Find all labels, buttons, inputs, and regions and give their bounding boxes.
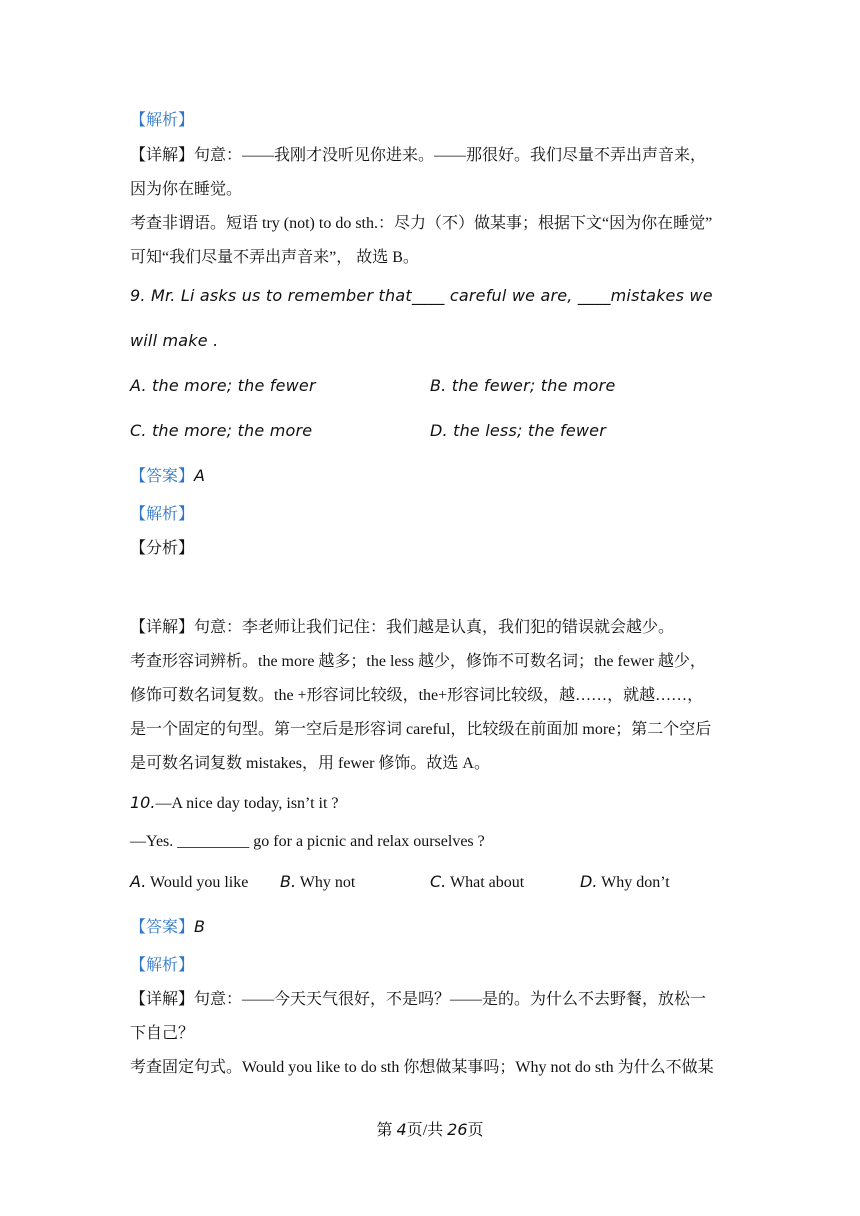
- analysis-tag: 【解析】: [130, 506, 195, 523]
- question-stem: [130, 793, 339, 814]
- question-stem: —Yes. _________ go for a picnic and relax ourselves ?: [130, 833, 485, 850]
- analysis-subtag: 【分析】: [130, 540, 195, 557]
- option-text: Why not: [299, 874, 356, 891]
- option-d: [580, 872, 670, 893]
- question-stem: 9. Mr. Li asks us to remember that____ careful we are, ____mistakes we: [130, 286, 713, 305]
- detail-text: 下自己？: [130, 1025, 195, 1042]
- detail-text: 是一个固定的句型。第一空后是形容词 careful，比较级在前面加 more；第二个空后: [130, 721, 712, 738]
- detail-text: 是可数名词复数 mistakes，用 fewer 修饰。故选 A。: [130, 755, 490, 772]
- option-b: [280, 872, 355, 893]
- option-b: B. the fewer; the more: [430, 376, 616, 395]
- detail-paragraph: [130, 990, 706, 1010]
- detail-tag: 【详解】: [130, 619, 195, 636]
- detail-text: 因为你在睡觉。: [130, 181, 243, 198]
- option-letter: A.: [130, 872, 147, 891]
- answer-tag: 【答案】: [130, 919, 195, 936]
- option-a: A. the more; the fewer: [130, 376, 316, 395]
- page-footer: [0, 1117, 860, 1140]
- answer-tag: 【答案】: [130, 468, 195, 485]
- answer-value: B: [194, 917, 205, 936]
- detail-text: 句意：——今天天气很好，不是吗？——是的。为什么不去野餐，放松一: [194, 991, 707, 1008]
- detail-text: 句意：——我刚才没听见你进来。——那很好。我们尽量不弄出声音来，: [194, 147, 707, 164]
- detail-text: 修饰可数名词复数。the +形容词比较级，the+形容词比较级，越……，就越……，: [130, 687, 704, 704]
- detail-text: 句意：李老师让我们记住：我们越是认真，我们犯的错误就会越少。: [194, 619, 675, 636]
- option-letter: C.: [430, 872, 447, 891]
- question-number: 10.: [130, 793, 156, 812]
- detail-text: 考查形容词辨析。the more 越多；the less 越少，修饰不可数名词；the fewer 越少，: [130, 653, 706, 670]
- answer-value: A: [194, 466, 205, 485]
- detail-paragraph: [130, 618, 674, 638]
- question-stem: will make .: [130, 331, 219, 350]
- option-d: D. the less; the fewer: [430, 421, 607, 440]
- analysis-tag: 【解析】: [130, 957, 195, 974]
- page-number: 4: [396, 1120, 407, 1139]
- detail-paragraph: [130, 146, 706, 166]
- option-text: What about: [449, 874, 525, 891]
- detail-text: 考查非谓语。短语 try (not) to do sth.：尽力（不）做某事；根据下文“因为你在睡觉”: [130, 215, 713, 232]
- analysis-tag: 【解析】: [130, 112, 195, 129]
- detail-tag: 【详解】: [130, 147, 195, 164]
- footer-prefix: 第: [376, 1122, 397, 1139]
- footer-middle: 页/共: [406, 1122, 448, 1139]
- option-text: Would you like: [150, 874, 249, 891]
- option-text: Why don’t: [601, 874, 670, 891]
- option-c: [430, 872, 524, 893]
- option-letter: B.: [280, 872, 297, 891]
- option-a: [130, 872, 248, 893]
- detail-tag: 【详解】: [130, 991, 195, 1008]
- detail-text: 考查固定句式。Would you like to do sth 你想做某事吗；Why not do sth 为什么不做某: [130, 1059, 714, 1076]
- detail-text: 可知“我们尽量不弄出声音来”， 故选 B。: [130, 249, 419, 266]
- option-c: C. the more; the more: [130, 421, 313, 440]
- option-letter: D.: [580, 872, 598, 891]
- question-text: —A nice day today, isn’t it ?: [155, 795, 339, 812]
- footer-suffix: 页: [467, 1122, 484, 1139]
- answer-line: [130, 917, 205, 938]
- answer-line: [130, 466, 205, 487]
- total-pages: 26: [447, 1120, 468, 1139]
